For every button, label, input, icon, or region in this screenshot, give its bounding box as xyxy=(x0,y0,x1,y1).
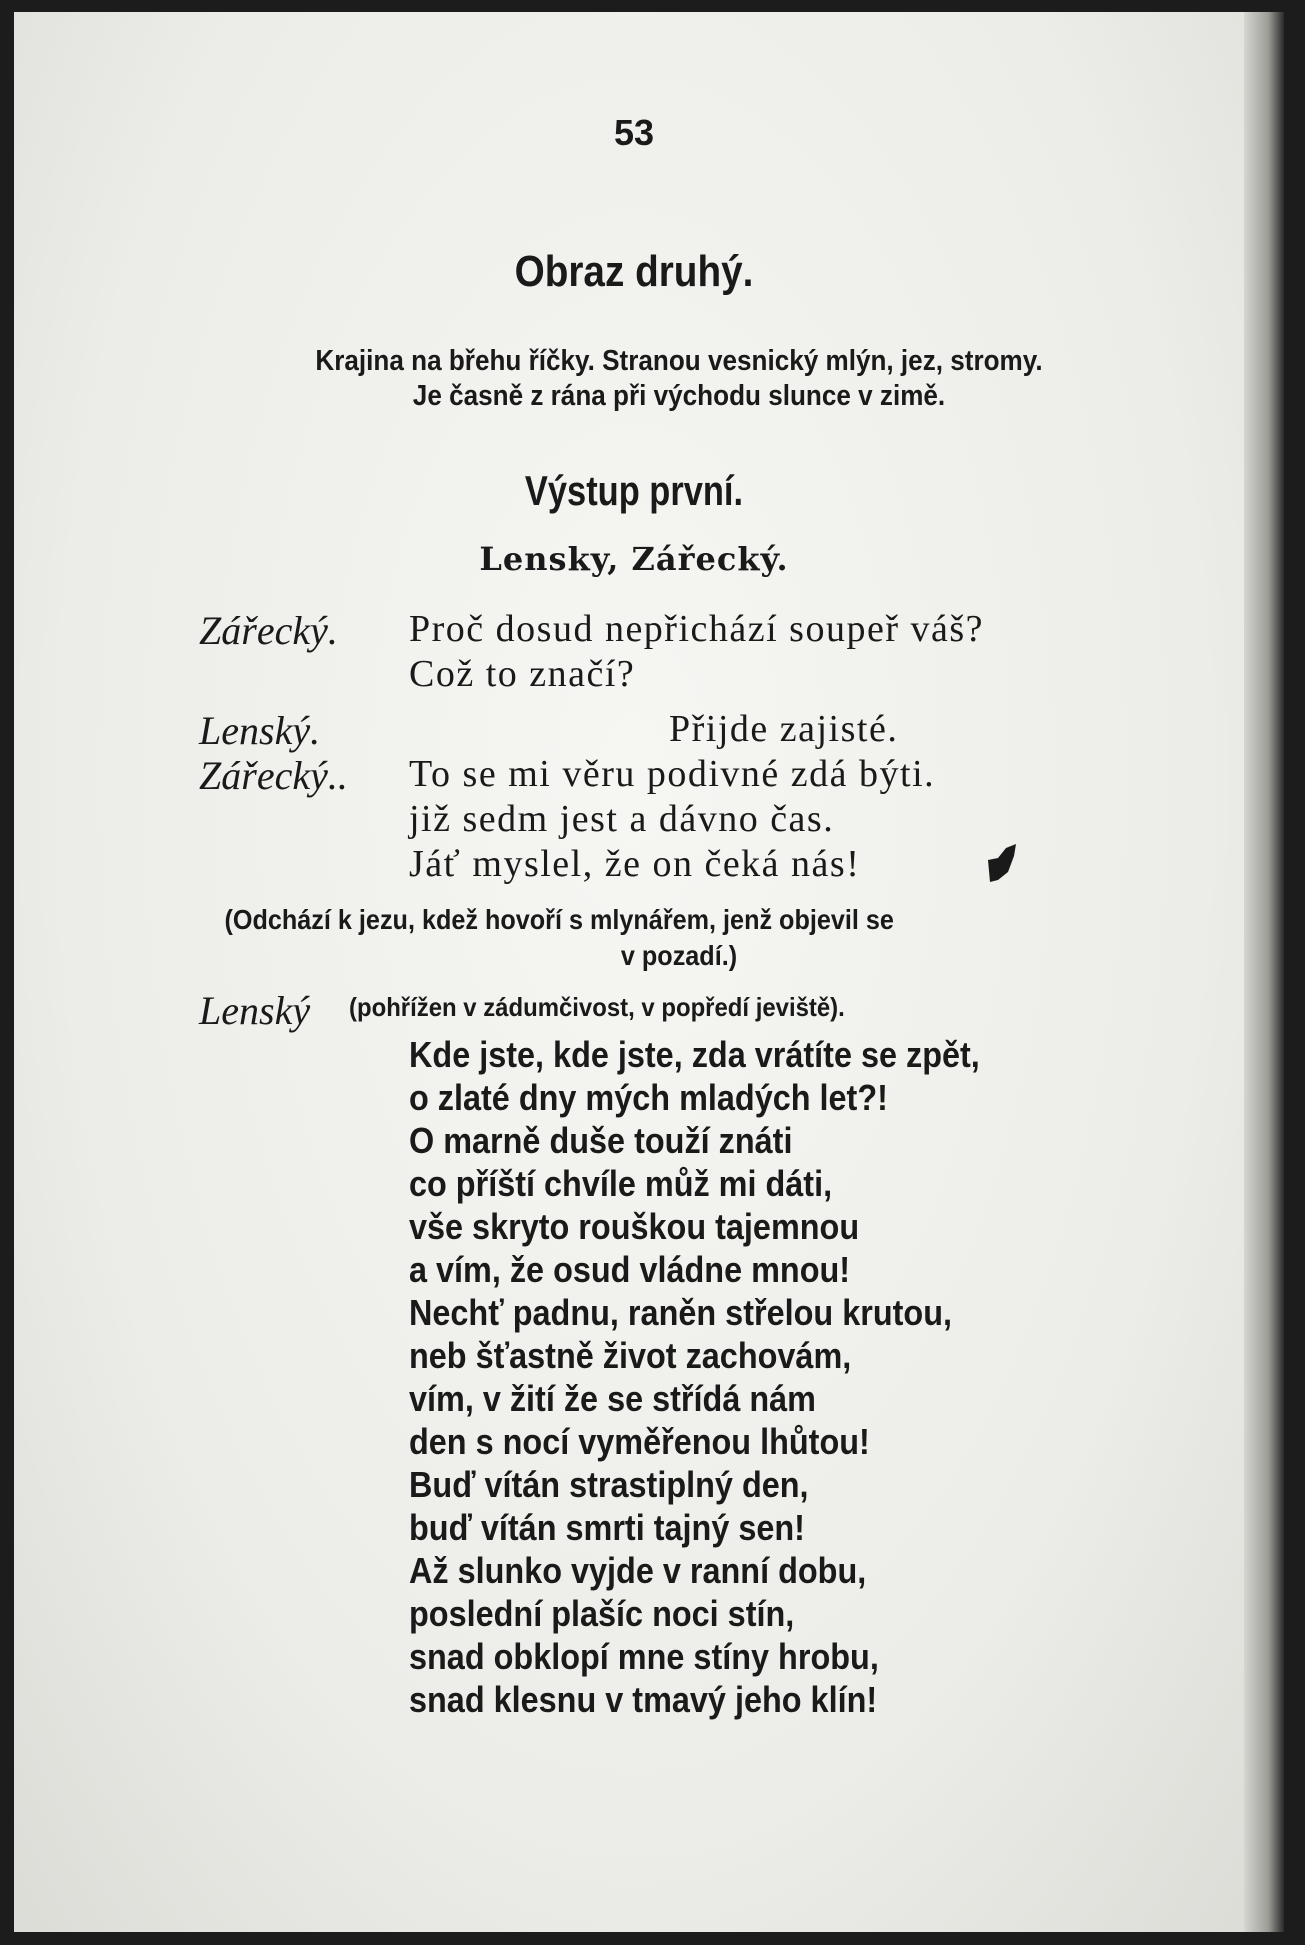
monologue-line: buď vítán smrti tajný sen! xyxy=(409,1507,805,1548)
monologue-line: vše skryto rouškou tajemnou xyxy=(409,1206,860,1247)
speaker-zarecky-1: Zářecký. xyxy=(199,608,338,653)
page-edge-shadow xyxy=(1244,12,1284,1932)
dialogue-line: Jáť myslel, že on čeká nás! xyxy=(409,843,861,885)
dialogue-line: Přijde zajisté. xyxy=(669,708,899,750)
stage-direction-line-1: (Odchází k jezu, kdež hovoří s mlynářem, jenž objevil se xyxy=(224,904,894,935)
scene-heading: Výstup první. xyxy=(524,467,744,514)
monologue-line: Buď vítán strastiplný den, xyxy=(409,1464,809,1505)
monologue-line: snad klesnu v tmavý jeho klín! xyxy=(409,1679,878,1720)
monologue-line: den s nocí vyměřenou lhůtou! xyxy=(409,1421,870,1462)
page-number: 53 xyxy=(613,112,655,153)
act-title: Obraz druhý. xyxy=(514,247,754,296)
monologue-stage-direction: (pohřížen v zádumčivost, v popředí jeviště). xyxy=(349,992,845,1022)
speaker-lensky-2: Lenský xyxy=(199,988,311,1033)
monologue-line: Nechť padnu, raněn střelou krutou, xyxy=(409,1292,952,1333)
monologue-line: vím, v žití že se střídá nám xyxy=(409,1378,816,1419)
speaker-lensky-1: Lenský. xyxy=(199,708,321,753)
monologue-line: poslední plašíc noci stín, xyxy=(409,1593,795,1634)
monologue-line: co příští chvíle můž mi dáti, xyxy=(409,1163,833,1204)
stage-direction-line-2: v pozadí.) xyxy=(620,940,738,971)
dialogue-line: Což to značí? xyxy=(409,653,636,695)
book-page xyxy=(14,12,1254,1932)
monologue-line: Kde jste, kde jste, zda vrátíte se zpět, xyxy=(409,1034,980,1075)
dialogue-line: To se mi věru podivné zdá býti. xyxy=(409,753,936,795)
monologue-line: snad obklopí mne stíny hrobu, xyxy=(409,1636,879,1677)
monologue-line: neb šťastně život zachovám, xyxy=(409,1335,852,1376)
monologue-line: o zlaté dny mých mladých let?! xyxy=(409,1077,888,1118)
dialogue-line: Proč dosud nepřichází soupeř váš? xyxy=(409,608,985,650)
monologue-line: a vím, že osud vládne mnou! xyxy=(409,1249,851,1290)
monologue-line: O marně duše touží znáti xyxy=(409,1120,793,1161)
monologue-line: Až slunko vyjde v ranní dobu, xyxy=(409,1550,867,1591)
dialogue-line: již sedm jest a dávno čas. xyxy=(409,798,835,840)
speaker-zarecky-2: Zářecký.. xyxy=(199,753,348,798)
setting-line-1: Krajina na břehu říčky. Stranou vesnický mlýn, jez, stromy. xyxy=(315,345,1043,377)
setting-line-2: Je časně z rána při východu slunce v zimě. xyxy=(412,380,946,412)
scene-characters: Lensky, Zářecký. xyxy=(479,540,789,578)
ink-mark-icon xyxy=(984,842,1022,886)
